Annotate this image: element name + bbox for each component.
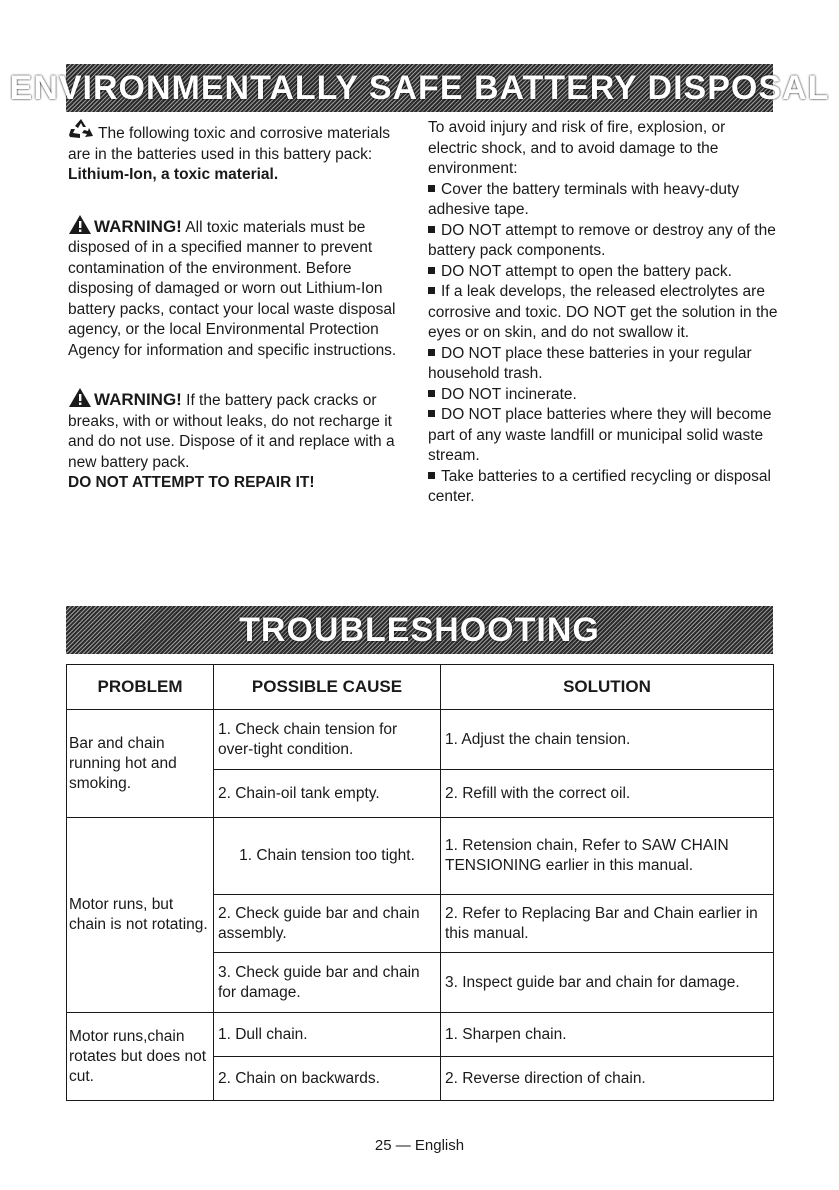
cause-cell: 2. Chain-oil tank empty. bbox=[214, 770, 441, 818]
bullet-icon bbox=[428, 472, 435, 479]
warning-icon bbox=[68, 387, 92, 408]
cause-cell: 1. Check chain tension for over-tight condition. bbox=[214, 710, 441, 770]
cause-cell: 1. Dull chain. bbox=[214, 1013, 441, 1057]
header-solution: SOLUTION bbox=[441, 665, 774, 710]
bullet-icon bbox=[428, 287, 435, 294]
bullet-icon bbox=[428, 410, 435, 417]
warning-1-label: WARNING! bbox=[94, 216, 182, 236]
recycle-icon bbox=[68, 118, 94, 140]
table-row bbox=[67, 1013, 774, 1057]
solution-cell: 3. Inspect guide bar and chain for damage. bbox=[441, 953, 774, 1013]
troubleshooting-banner bbox=[66, 606, 773, 654]
bullet-item: Take batteries to a certified recycling or disposal center. bbox=[428, 467, 771, 505]
warning-2-label: WARNING! bbox=[94, 390, 182, 409]
table-row bbox=[67, 818, 774, 895]
cause-cell: 1. Chain tension too tight. bbox=[214, 818, 441, 895]
solution-cell: 1. Retension chain, Refer to SAW CHAIN TENSIONING earlier in this manual. bbox=[441, 818, 774, 895]
toxic-material: Lithium-Ion, a toxic material. bbox=[68, 166, 279, 183]
bullet-icon bbox=[428, 349, 435, 356]
solution-cell: 2. Refer to Replacing Bar and Chain earlier in this manual. bbox=[441, 895, 774, 953]
solution-cell: 2. Refill with the correct oil. bbox=[441, 770, 774, 818]
warning-1 bbox=[68, 214, 398, 362]
right-intro: To avoid injury and risk of fire, explosion, or electric shock, and to avoid damage to the environment: bbox=[428, 119, 726, 177]
table-header-row bbox=[67, 665, 774, 710]
troubleshooting-title: TROUBLESHOOTING bbox=[239, 610, 600, 649]
intro-text: The following toxic and corrosive materials are in the batteries used in this battery pack: bbox=[68, 125, 391, 163]
solution-cell: 2. Reverse direction of chain. bbox=[441, 1057, 774, 1101]
bullet-icon bbox=[428, 390, 435, 397]
bullet-icon bbox=[428, 185, 435, 192]
warning-icon bbox=[68, 214, 92, 235]
disposal-right-column bbox=[428, 118, 778, 508]
bullet-item: DO NOT place these batteries in your regular household trash. bbox=[428, 344, 752, 382]
bullet-item: DO NOT attempt to remove or destroy any of the battery pack components. bbox=[428, 221, 776, 259]
bullet-item: Cover the battery terminals with heavy-duty adhesive tape. bbox=[428, 180, 740, 218]
cause-cell: 3. Check guide bar and chain for damage. bbox=[214, 953, 441, 1013]
bullet-icon bbox=[428, 267, 435, 274]
cause-cell: 2. Chain on backwards. bbox=[214, 1057, 441, 1101]
warning-2-text: If the battery pack cracks or breaks, with or without leaks, do not recharge it and do not use. Dispose of it and replace with a new battery pack. bbox=[68, 392, 395, 471]
no-repair-notice: DO NOT ATTEMPT TO REPAIR IT! bbox=[68, 474, 315, 491]
problem-cell: Motor runs,chain rotates but does not cut. bbox=[67, 1013, 214, 1101]
troubleshooting-table bbox=[66, 664, 774, 1101]
problem-cell: Bar and chain running hot and smoking. bbox=[67, 710, 214, 818]
bullet-icon bbox=[428, 226, 435, 233]
bullet-item: DO NOT incinerate. bbox=[428, 385, 778, 406]
bullet-item: DO NOT attempt to open the battery pack. bbox=[428, 262, 778, 283]
warning-2 bbox=[68, 387, 398, 473]
header-problem: PROBLEM bbox=[67, 665, 214, 710]
page-footer: 25 — English bbox=[374, 1137, 465, 1154]
intro-paragraph bbox=[68, 118, 398, 165]
bullet-item: DO NOT place batteries where they will become part of any waste landfill or municipal solid waste stream. bbox=[428, 406, 772, 464]
header-cause: POSSIBLE CAUSE bbox=[214, 665, 441, 710]
problem-cell: Motor runs, but chain is not rotating. bbox=[67, 818, 214, 1013]
solution-cell: 1. Sharpen chain. bbox=[441, 1013, 774, 1057]
cause-cell: 2. Check guide bar and chain assembly. bbox=[214, 895, 441, 953]
bullet-item: If a leak develops, the released electrolytes are corrosive and toxic. DO NOT get the solution in the eyes or on skin, and do not swallow it. bbox=[428, 283, 778, 341]
table-row bbox=[67, 710, 774, 770]
disposal-banner bbox=[9, 64, 830, 112]
disposal-title: ENVIRONMENTALLY SAFE BATTERY DISPOSAL bbox=[9, 68, 830, 107]
warning-1-text: All toxic materials must be disposed of in a specified manner to prevent contamination of the environment. Before disposing of damaged or worn out Lithium-Ion battery packs, contact your local waste disposal agency, or the local Environmental Protection Agency for information and specific instructions. bbox=[68, 218, 397, 359]
solution-cell: 1. Adjust the chain tension. bbox=[441, 710, 774, 770]
disposal-left-column bbox=[68, 118, 398, 494]
